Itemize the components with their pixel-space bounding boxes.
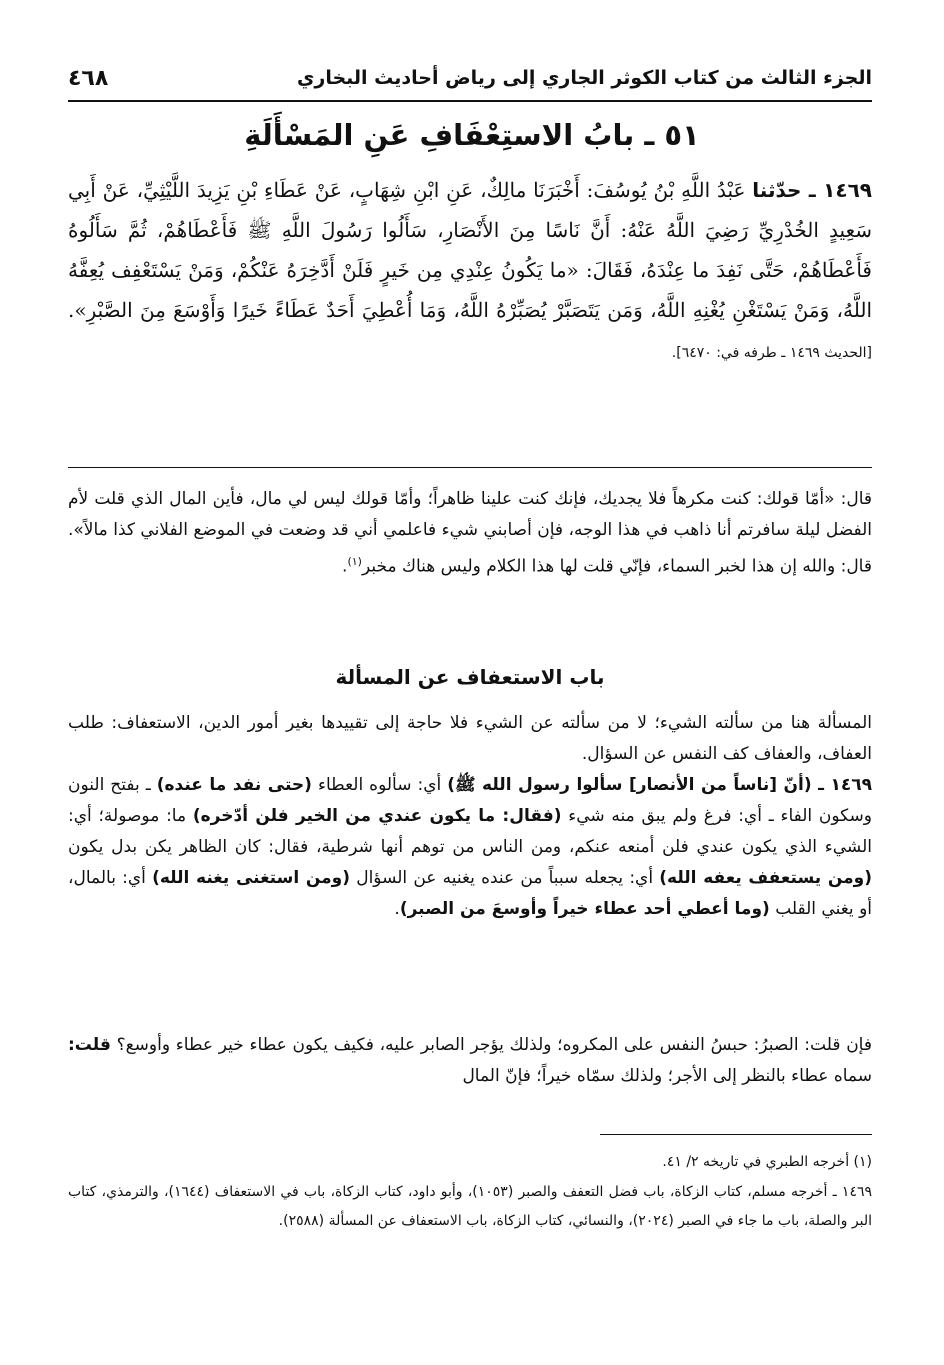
footnote-marker: (١) [347, 555, 362, 568]
paragraph-end: . [394, 899, 400, 919]
footnote-divider [600, 1134, 872, 1135]
footnote-item: ١٤٦٩ ـ أخرجه مسلم، كتاب الزكاة، باب فضل التعفف والصبر (١٠٥٣)، وأبو داود، كتاب الزكاة، باب في الاستعفاف (١٦٤٤)، والترمذي، كتاب البر والصلة، باب ما جاء في الصبر (٢٠٢٤)، والنسائي، كتاب الزكاة، باب الاستعفاف عن المسألة (٢٥٨٨). [68, 1184, 872, 1229]
chapter-title: ٥١ ـ بابُ الاستِعْفَافِ عَنِ المَسْأَلَةِ [244, 118, 700, 152]
paragraph-text: قال: «أمّا قولك: كنت مكرهاً فلا يجديك، فإنك كنت علينا ظاهراً؛ وأمّا قولك ليس لي مال، فأين المال الذي قلت لأم الفضل ليلة سافرتم أنا ذاهب في هذا الوجه، فإن أصابني شيء فاعلمي أني قد وضعت في الموضع الفلاني كذا مالاً». قال: والله إن هذا لخبر السماء، فإنّي قلت لها هذا الكلام وليس هناك مخبر [68, 489, 872, 577]
commentary-block-1 [68, 484, 872, 583]
footnotes [68, 1148, 872, 1237]
hadith-body: عَبْدُ اللَّهِ بْنُ يُوسُفَ: أَخْبَرَنَا مالِكٌ، عَنِ ابْنِ شِهَابٍ، عَنْ عَطَاءِ بْنِ يَزِيدَ اللَّيْثِيِّ، عَنْ أَبِي سَعِيدٍ الخُدْرِيِّ رَضِيَ اللَّهُ عَنْهُ: أَنَّ نَاسًا مِنَ الأَنْصَارِ، سَأَلُوا رَسُولَ اللَّهِ ﷺ فَأَعْطَاهُمْ، ثُمَّ سَأَلُوهُ فَأَعْطَاهُمْ، حَتَّى نَفِدَ ما عِنْدَهُ، فَقَالَ: «ما يَكُونُ عِنْدِي مِن خَيرٍ فَلَنْ أَدَّخِرَهُ عَنْكُمْ، وَمَنْ يَسْتَعْفِف يُعِفَّهُ اللَّهُ، وَمَنْ يَسْتَغْنِ يُغْنِهِ اللَّهُ، وَمَن يَتَصَبَّرْ يُصَبِّرْهُ اللَّهُ، وَمَا أُعْطِيَ أَحَدٌ عَطَاءً خَيرًا وَأَوْسَعَ مِنَ الصَّبْرِ». [68, 178, 872, 322]
running-title: الجزء الثالث من كتاب الكوثر الجاري إلى رياض أحاديث البخاري [296, 67, 872, 89]
commentary-paragraph [68, 1030, 872, 1092]
explanation-text: فإن قلت: الصبرُ: حبسُ النفس على المكروه؛ ولذلك يؤجر الصابر عليه، فكيف يكون عطاء خير عطاء وأوسع؟ [110, 1035, 872, 1055]
running-header [68, 56, 872, 102]
page-number: ٤٦٨ [68, 65, 109, 91]
commentary-paragraph [68, 484, 872, 583]
explanation-text: سماه عطاء بالنظر إلى الأجر؛ ولذلك سمّاه خيراً؛ فإنّ المال [462, 1066, 872, 1086]
explanation-text: ـ بفتح النون وسكون الفاء ـ أي: فرغ ولم يبق منه شيء [68, 775, 872, 826]
quoted-text: (ومن استغنى يغنه الله) [152, 868, 351, 888]
footnote-item: (١) أخرجه الطبري في تاريخه ٢/ ٤١. [662, 1154, 872, 1170]
commentary-subheading: باب الاستعفاف عن المسألة [335, 665, 605, 689]
explanation-text: ما: موصولة؛ أي: الشيء الذي يكون عندي فلن أمنعه عنكم، ومن الناس من توهم أنها شرطية، فقال: كان الظاهر يكن بدل يكون [68, 806, 872, 857]
quoted-text: (ومن يستعفف يعفه الله) [659, 868, 872, 888]
section-divider [68, 467, 872, 468]
quoted-text: (حتى نفد ما عنده) [156, 775, 312, 795]
hadith-cross-reference: [الحديث ١٤٦٩ ـ طرفه في: ٦٤٧٠]. [671, 345, 872, 361]
answer-label: قلت: [68, 1035, 111, 1055]
explanation-text: أي: يجعله سبباً من عنده يغنيه عن السؤال [350, 868, 660, 888]
commentary-paragraph: المسألة هنا من سألته الشيء؛ لا من سألته عن الشيء فلا حاجة إلى تقييدها بغير أمور الدين، الاستعفاف: طلب العفاف، والعفاف كف النفس عن السؤال. [68, 713, 872, 764]
explanation-text: أي: سألوه العطاء [311, 775, 448, 795]
commentary-paragraph [68, 770, 872, 925]
paragraph-end: . [342, 556, 348, 577]
commentary-block-3 [68, 1030, 872, 1092]
hadith-number: ١٤٦٩ ـ حدّثنا [752, 178, 872, 202]
commentary-block-2 [68, 708, 872, 925]
explanation-text: أي: بالمال، أو يغني القلب [68, 868, 872, 919]
quoted-text: (وما أعطي أحد عطاء خيراً وأوسعَ من الصبر) [399, 899, 770, 919]
hadith-text [68, 170, 872, 373]
quoted-text: ١٤٦٩ ـ (أنّ [ناساً من الأنصار] سألوا رسول الله ﷺ) [447, 775, 872, 795]
quoted-text: (فقال: ما يكون عندي من الخير فلن أدّخره) [192, 806, 562, 826]
